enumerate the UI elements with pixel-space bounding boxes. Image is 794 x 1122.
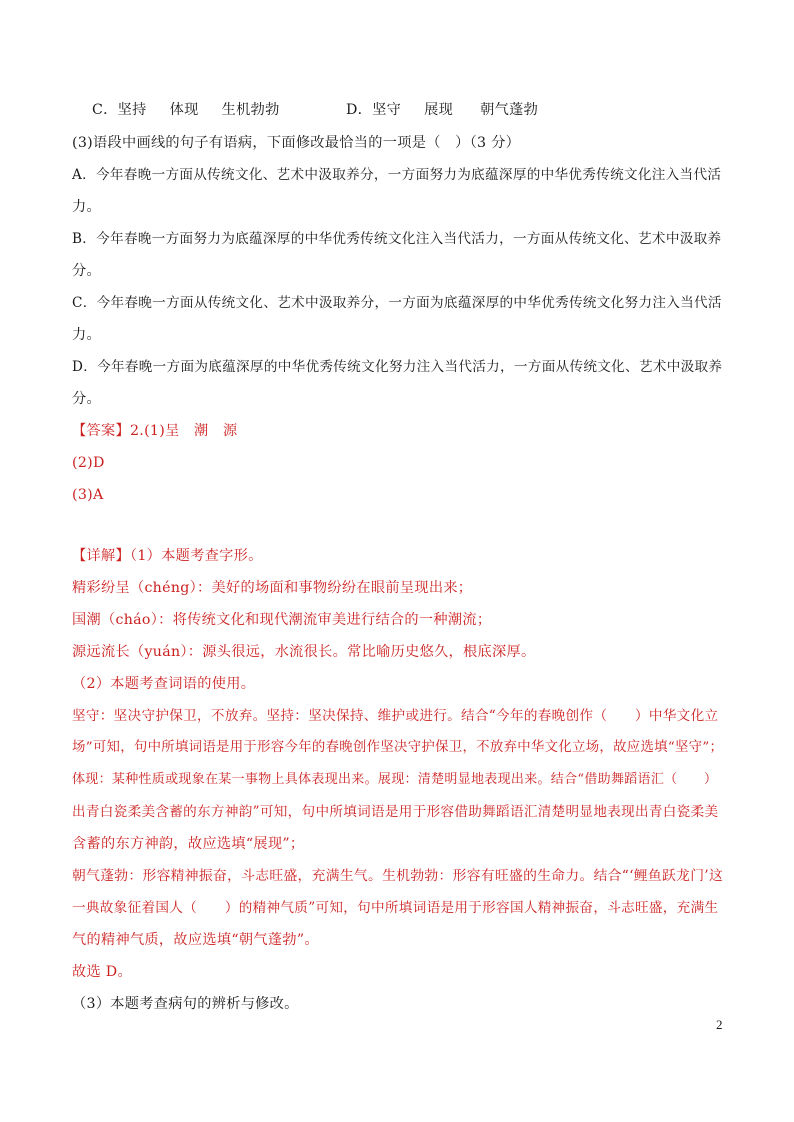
detail-line-8: 体现：某种性质或现象在某一事物上具体表现出来。展现：清楚明显地表现出来。结合“借助舞蹈语汇（ ） — [72, 772, 718, 787]
detail-line-6: 坚守：坚决守护保卫，不放弃。坚持：坚决保持、维护或进行。结合“今年的春晚创作（ ）中华文化立 — [72, 708, 719, 724]
option-d-row — [346, 100, 646, 120]
detail-line-10: 含蓄的东方神韵，故应选填“展现”； — [72, 836, 305, 852]
detail-line-5: （2）本题考查词语的使用。 — [72, 676, 256, 692]
detail-line-2: 精彩纷呈（chéng）：美好的场面和事物纷纷在眼前呈现出来； — [72, 580, 473, 596]
detail-line-7: 场”可知，句中所填词语是用于形容今年的春晚创作坚决守护保卫，不放弃中华文化立场，故应选填“坚守”； — [72, 740, 724, 755]
answer-line-1: 【答案】2.(1)呈 潮 源 — [72, 423, 238, 439]
option-c-word-2: 体现 — [169, 102, 199, 118]
detail-line-11: 朝气蓬勃：形容精神振奋，斗志旺盛，充满生气。生机勃勃：形容有旺盛的生命力。结合“‘鲤鱼跃龙门’这 — [72, 868, 724, 884]
option-c-label: C． — [92, 102, 118, 118]
answer-line-3: (3)A — [72, 487, 104, 503]
question-3-option-a-line1: A．今年春晚一方面从传统文化、艺术中汲取养分，一方面努力为底蕴深厚的中华优秀传统文化注入当代活 — [72, 167, 722, 183]
detail-line-9: 出青白瓷柔美含蓄的东方神韵”可知，句中所填词语是用于形容借助舞蹈语汇清楚明显地表现出青白瓷柔美 — [72, 804, 719, 820]
question-3-stem: (3)语段中画线的句子有语病，下面修改最恰当的一项是（ ）（3 分） — [72, 135, 521, 151]
detail-line-12: 一典故象征着国人（ ）的精神气质”可知，句中所填词语是用于形容国人精神振奋，斗志旺盛，充满生 — [72, 900, 719, 916]
question-3-option-d-line1: D．今年春晚一方面为底蕴深厚的中华优秀传统文化努力注入当代活力，一方面从传统文化、艺术中汲取养 — [72, 359, 723, 375]
detail-line-14: 故选 D。 — [72, 964, 132, 980]
question-3-option-b-line1: B．今年春晚一方面努力为底蕴深厚的中华优秀传统文化注入当代活力，一方面从传统文化、艺术中汲取养 — [72, 231, 722, 247]
option-d-word-1: 坚守 — [372, 102, 402, 118]
question-3-option-c-line1: C．今年春晚一方面从传统文化、艺术中汲取养分，一方面为底蕴深厚的中华优秀传统文化努力注入当代活 — [72, 295, 722, 311]
option-d-word-2: 展现 — [424, 102, 454, 118]
question-3-option-d-line2: 分。 — [72, 391, 101, 407]
detail-line-4: 源远流长（yuán）：源头很远，水流很长。常比喻历史悠久，根底深厚。 — [72, 644, 536, 660]
option-c-word-1: 坚持 — [117, 102, 147, 118]
question-3-option-a-line2: 力。 — [72, 199, 101, 215]
option-d-label: D． — [346, 102, 373, 118]
page-number: 2 — [716, 1017, 723, 1032]
answer-line-2: (2)D — [72, 455, 105, 471]
detail-line-15: （3）本题考查病句的辨析与修改。 — [72, 996, 299, 1012]
detail-line-13: 气的精神气质，故应选填“朝气蓬勃”。 — [72, 932, 319, 948]
question-3-option-b-line2: 分。 — [72, 263, 101, 279]
option-d-word-3: 朝气蓬勃 — [480, 102, 539, 118]
detail-line-3: 国潮（cháo）：将传统文化和现代潮流审美进行结合的一种潮流； — [72, 612, 492, 628]
detail-line-1: 【详解】（1）本题考查字形。 — [72, 548, 263, 564]
question-3-option-c-line2: 力。 — [72, 327, 101, 343]
option-c-word-3: 生机勃勃 — [221, 102, 280, 118]
